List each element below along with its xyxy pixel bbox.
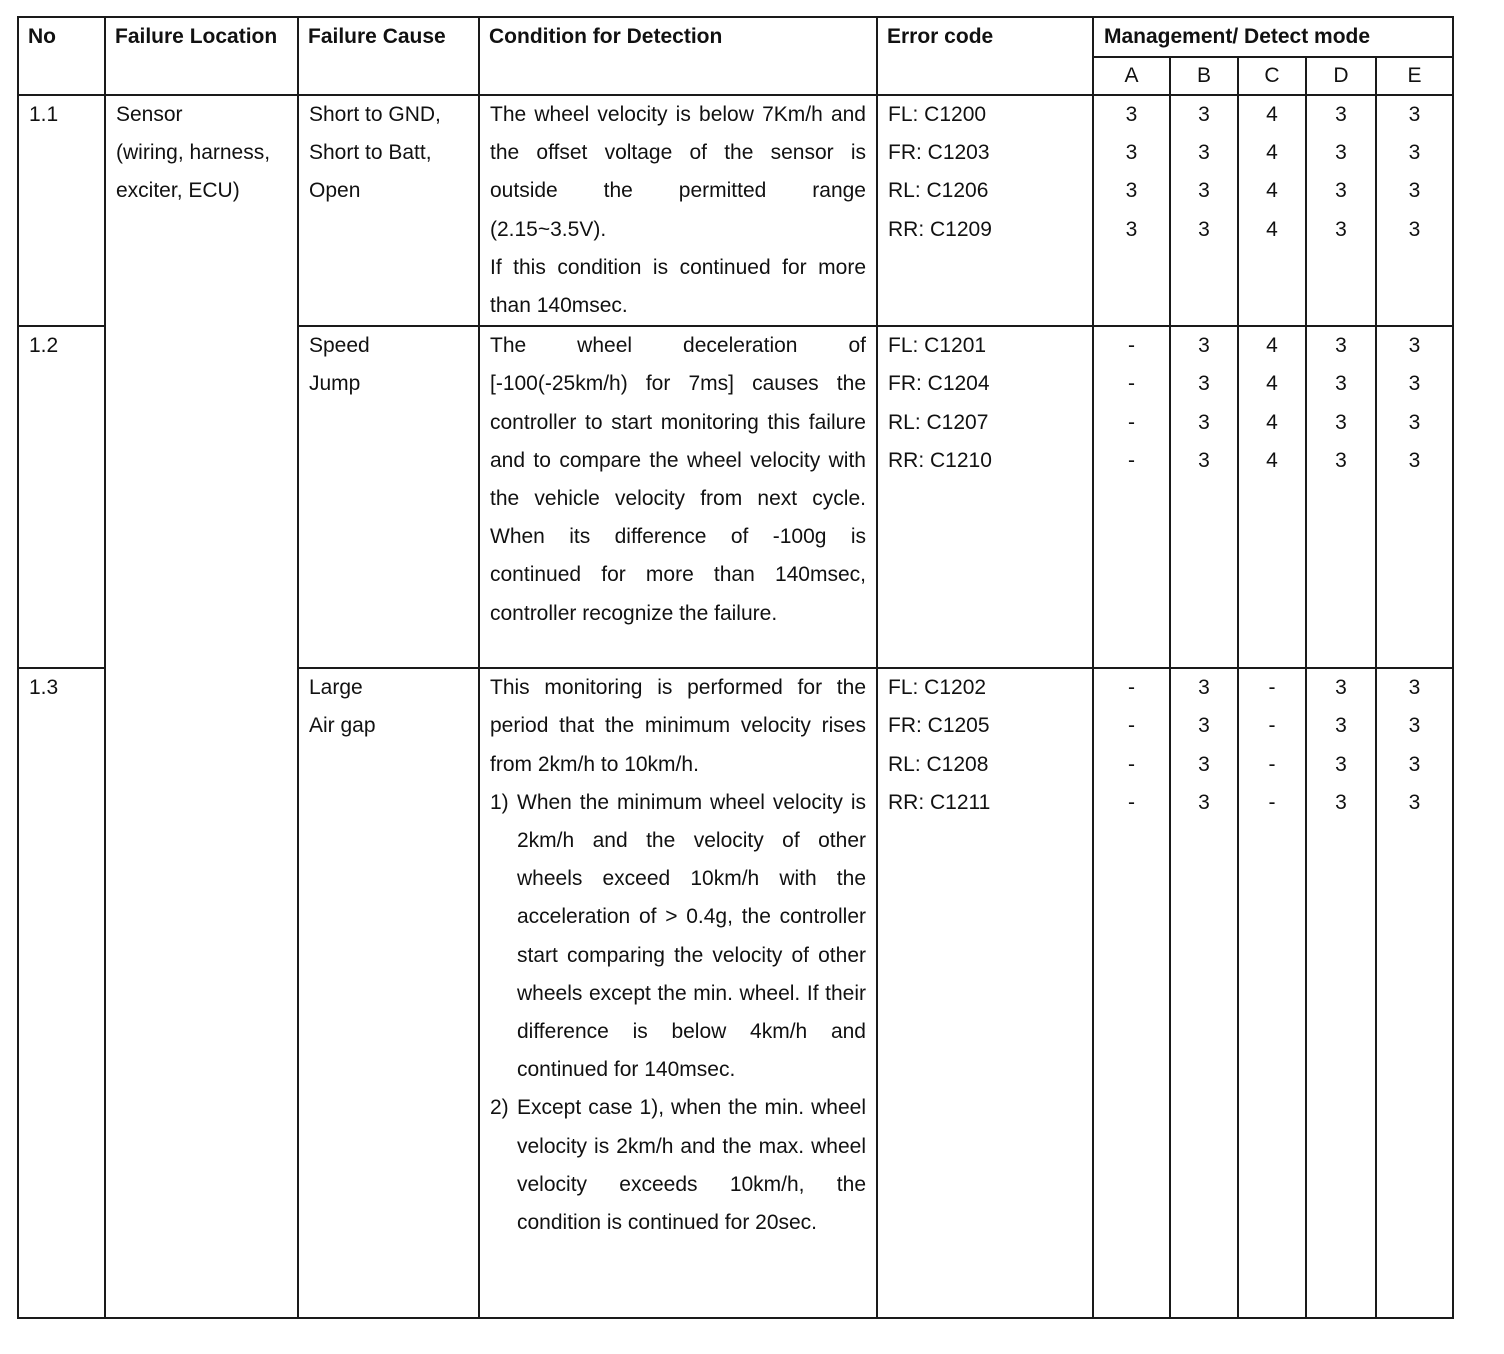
mode-value: 4	[1266, 103, 1278, 126]
mode-value: 3	[1198, 372, 1210, 396]
mode-value: 3	[1198, 448, 1210, 472]
mode-value: -	[1128, 448, 1135, 472]
mode-a-values	[1093, 668, 1170, 1318]
mode-value: 3	[1335, 103, 1347, 126]
failure-cause-line: Speed	[309, 334, 370, 358]
mode-value: 3	[1125, 141, 1138, 165]
error-codes	[877, 668, 1093, 1318]
mode-value: 3	[1408, 141, 1421, 165]
mode-value: 3	[1198, 752, 1210, 776]
mode-value: 3	[1408, 217, 1421, 241]
mode-value: -	[1128, 790, 1135, 814]
mode-b-values	[1170, 326, 1238, 668]
mode-value: 3	[1335, 448, 1347, 472]
mode-d-values	[1306, 326, 1376, 668]
failure-cause-line: Open	[309, 179, 361, 203]
condition-paragraph: The wheel deceleration of [-100(-25km/h) for 7ms] causes the controller to start monitoring this failure and to compare the wheel velocity with the vehicle velocity from next cycle. When its difference of -100g is continued for more than 140msec, controller recognize the failure.	[490, 334, 866, 625]
detection-condition	[479, 326, 877, 668]
error-codes	[877, 326, 1093, 668]
condition-list-item	[490, 1089, 866, 1242]
mode-b-values	[1170, 95, 1238, 326]
error-code: RL: C1208	[888, 752, 989, 776]
mode-value: -	[1128, 752, 1135, 776]
error-code: FL: C1202	[888, 676, 987, 700]
mode-value: 3	[1335, 410, 1347, 434]
mode-value: 3	[1198, 334, 1210, 358]
condition-list-number: 1)	[490, 790, 509, 814]
failure-table	[17, 16, 1454, 1319]
mode-value: -	[1268, 676, 1276, 700]
mode-value: 3	[1408, 676, 1421, 700]
mode-value: 3	[1335, 714, 1347, 738]
mode-value: 3	[1335, 372, 1347, 396]
failure-cause	[298, 95, 479, 326]
error-code: FR: C1205	[888, 714, 990, 738]
failure-cause-line: Short to Batt,	[309, 141, 432, 165]
header-mode-d: D	[1306, 57, 1376, 95]
error-code: RL: C1206	[888, 179, 989, 203]
mode-value: -	[1128, 676, 1135, 700]
mode-value: 4	[1266, 141, 1278, 165]
condition-list-number: 2)	[490, 1096, 509, 1120]
mode-value: 3	[1198, 141, 1210, 165]
mode-value: 3	[1408, 372, 1421, 396]
mode-value: -	[1128, 714, 1135, 738]
mode-value: 3	[1408, 714, 1421, 738]
row-number: 1.2	[18, 326, 105, 668]
mode-value: 3	[1335, 179, 1347, 203]
header-mode-c: C	[1238, 57, 1306, 95]
header-mode-e: E	[1376, 57, 1453, 95]
mode-value: 3	[1125, 179, 1138, 203]
error-code: RR: C1211	[888, 790, 991, 814]
failure-cause	[298, 668, 479, 1318]
mode-d-values	[1306, 95, 1376, 326]
mode-value: -	[1268, 714, 1276, 738]
condition-paragraph: The wheel velocity is below 7Km/h and the offset voltage of the sensor is outside the permitted range (2.15~3.5V).	[490, 103, 866, 241]
header-mode-b: B	[1170, 57, 1238, 95]
header-failure-cause: Failure Cause	[298, 17, 479, 95]
mode-value: 3	[1198, 103, 1210, 126]
table-row	[18, 95, 1453, 326]
mode-value: 3	[1335, 141, 1347, 165]
header-error-code: Error code	[877, 17, 1093, 95]
condition-list-text: When the minimum wheel velocity is 2km/h and the velocity of other wheels exceed 10km/h with the acceleration of > 0.4g, the controller start comparing the velocity of other wheels except the min. wheel. If their difference is below 4km/h and continued for 140msec.	[517, 790, 866, 1082]
failure-cause	[298, 326, 479, 668]
mode-value: 4	[1266, 179, 1278, 203]
failure-cause-line: Large	[309, 676, 363, 700]
mode-value: 3	[1125, 103, 1138, 126]
mode-e-values	[1376, 668, 1453, 1318]
error-code: FL: C1201	[888, 334, 987, 358]
header-failure-location: Failure Location	[105, 17, 298, 95]
mode-value: 3	[1408, 752, 1421, 776]
header-no: No	[18, 17, 105, 95]
error-code: FR: C1204	[888, 372, 990, 396]
failure-location-line: Sensor	[116, 103, 183, 126]
mode-value: 3	[1408, 410, 1421, 434]
mode-value: 4	[1266, 217, 1278, 241]
mode-value: 3	[1408, 790, 1421, 814]
row-number: 1.1	[18, 95, 105, 326]
mode-c-values	[1238, 668, 1306, 1318]
mode-value: -	[1128, 372, 1135, 396]
mode-value: 3	[1335, 752, 1347, 776]
failure-location-line: exciter, ECU)	[116, 179, 240, 203]
error-code: RR: C1210	[888, 448, 992, 472]
row-number: 1.3	[18, 668, 105, 1318]
mode-value: 3	[1408, 448, 1421, 472]
mode-value: 3	[1198, 790, 1210, 814]
mode-value: 3	[1408, 179, 1421, 203]
mode-value: 3	[1198, 410, 1210, 434]
mode-value: 3	[1198, 179, 1210, 203]
mode-value: -	[1128, 410, 1135, 434]
error-code: RL: C1207	[888, 410, 989, 434]
mode-value: 3	[1408, 103, 1421, 126]
mode-value: 3	[1198, 676, 1210, 700]
mode-value: 3	[1198, 217, 1210, 241]
mode-b-values	[1170, 668, 1238, 1318]
mode-value: 4	[1266, 334, 1278, 358]
mode-value: -	[1128, 334, 1135, 358]
failure-cause-line: Jump	[309, 372, 361, 396]
error-code: FR: C1203	[888, 141, 990, 165]
error-code: FL: C1200	[888, 103, 987, 126]
mode-value: 4	[1266, 372, 1278, 396]
mode-d-values	[1306, 668, 1376, 1318]
mode-a-values	[1093, 95, 1170, 326]
mode-value: 4	[1266, 410, 1278, 434]
failure-location	[105, 95, 298, 1318]
error-codes	[877, 95, 1093, 326]
mode-e-values	[1376, 326, 1453, 668]
failure-location-line: (wiring, harness,	[116, 141, 271, 165]
condition-list-text: Except case 1), when the min. wheel velocity is 2km/h and the max. wheel velocity exceeds 10km/h, the condition is continued for 20sec.	[517, 1096, 866, 1235]
detection-condition	[479, 95, 877, 326]
mode-value: -	[1268, 790, 1276, 814]
mode-value: 3	[1335, 676, 1347, 700]
header-management-mode: Management/ Detect mode	[1093, 17, 1453, 57]
detection-condition	[479, 668, 877, 1318]
mode-value: 3	[1335, 217, 1347, 241]
mode-value: 4	[1266, 448, 1278, 472]
mode-value: 3	[1125, 217, 1138, 241]
condition-paragraph: If this condition is continued for more than 140msec.	[490, 255, 866, 318]
header-mode-a: A	[1093, 57, 1170, 95]
mode-c-values	[1238, 326, 1306, 668]
failure-cause-line: Air gap	[309, 714, 376, 738]
condition-list-item	[490, 784, 866, 1090]
mode-c-values	[1238, 95, 1306, 326]
mode-a-values	[1093, 326, 1170, 668]
mode-value: 3	[1408, 334, 1421, 358]
mode-e-values	[1376, 95, 1453, 326]
header-condition: Condition for Detection	[479, 17, 877, 95]
mode-value: -	[1268, 752, 1276, 776]
mode-value: 3	[1335, 334, 1347, 358]
mode-value: 3	[1198, 714, 1210, 738]
failure-cause-line: Short to GND,	[309, 103, 441, 126]
condition-paragraph: This monitoring is performed for the period that the minimum velocity rises from 2km/h to 10km/h.	[490, 676, 866, 776]
error-code: RR: C1209	[888, 217, 992, 241]
mode-value: 3	[1335, 790, 1347, 814]
